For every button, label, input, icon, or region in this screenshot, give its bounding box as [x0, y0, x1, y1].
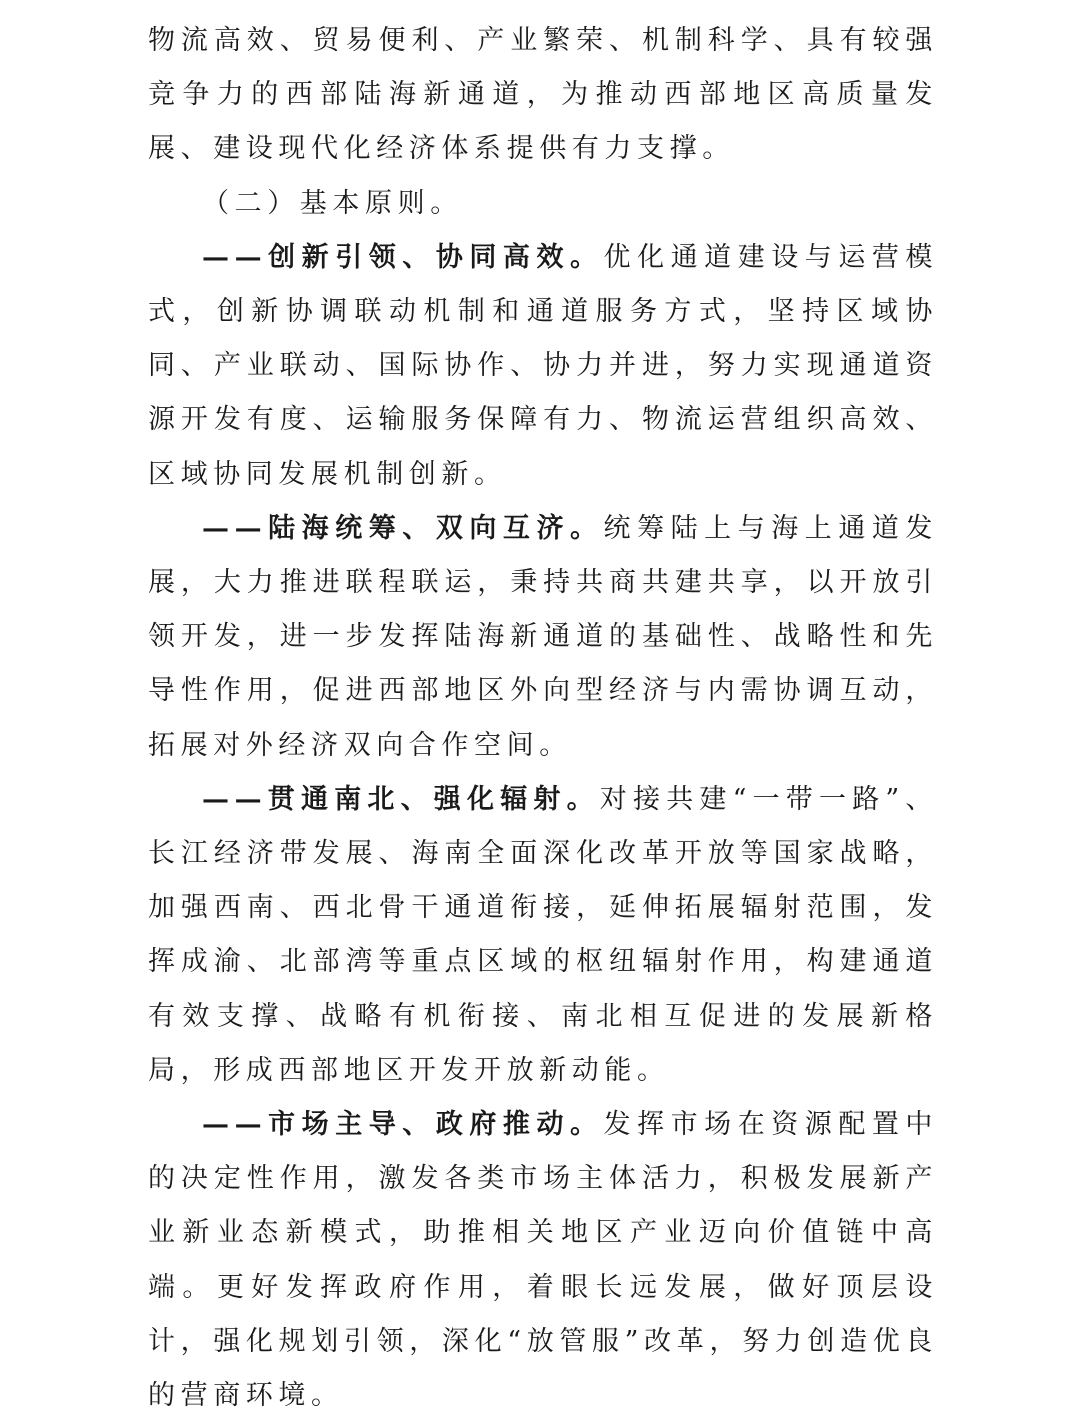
- principle-lead: ——市场主导、政府推动。: [202, 1109, 604, 1141]
- principle-lead: ——贯通南北、强化辐射。: [202, 783, 600, 815]
- principle-text: 对接共建“一带一路”、长江经济带发展、海南全面深化改革开放等国家战略，加强西南、西北骨干通道衔接，延伸拓展辐射范围，发挥成渝、北部湾等重点区域的枢纽辐射作用，构建通道有效支撑、战略有机衔接、南北相互促进的发展新格局，形成西部地区开发开放新动能。: [148, 783, 938, 1086]
- principle-market-government: [148, 1098, 938, 1423]
- principle-lead: ——陆海统筹、双向互济。: [202, 512, 604, 544]
- heading-text: （二）基本原则。: [202, 187, 463, 219]
- principle-text: 统筹陆上与海上通道发展，大力推进联程联运，秉持共商共建共享，以开放引领开发，进一步发挥陆海新通道的基础性、战略性和先导性作用，促进西部地区外向型经济与内需协调互动，拓展对外经济双向合作空间。: [148, 512, 939, 761]
- principle-lead: ——创新引领、协同高效。: [202, 241, 604, 273]
- document-page: [148, 14, 938, 1423]
- paragraph-text: 物流高效、贸易便利、产业繁荣、机制科学、具有较强竞争力的西部陆海新通道，为推动西部地区高质量发展、建设现代化经济体系提供有力支撑。: [148, 25, 938, 165]
- paragraph-continuation: [148, 14, 938, 177]
- principle-land-sea: [148, 502, 938, 773]
- section-heading-basic-principles: [148, 177, 938, 231]
- principle-innovation: [148, 231, 938, 502]
- principle-north-south: [148, 773, 938, 1098]
- principle-text: 发挥市场在资源配置中的决定性作用，激发各类市场主体活力，积极发展新产业新业态新模式，助推相关地区产业迈向价值链中高端。更好发挥政府作用，着眼长远发展，做好顶层设计，强化规划引领，深化“放管服”改革，努力创造优良的营商环境。: [148, 1109, 939, 1412]
- principle-text: 优化通道建设与运营模式，创新协调联动机制和通道服务方式，坚持区域协同、产业联动、国际协作、协力并进，努力实现通道资源开发有度、运输服务保障有力、物流运营组织高效、区域协同发展机制创新。: [148, 241, 939, 490]
